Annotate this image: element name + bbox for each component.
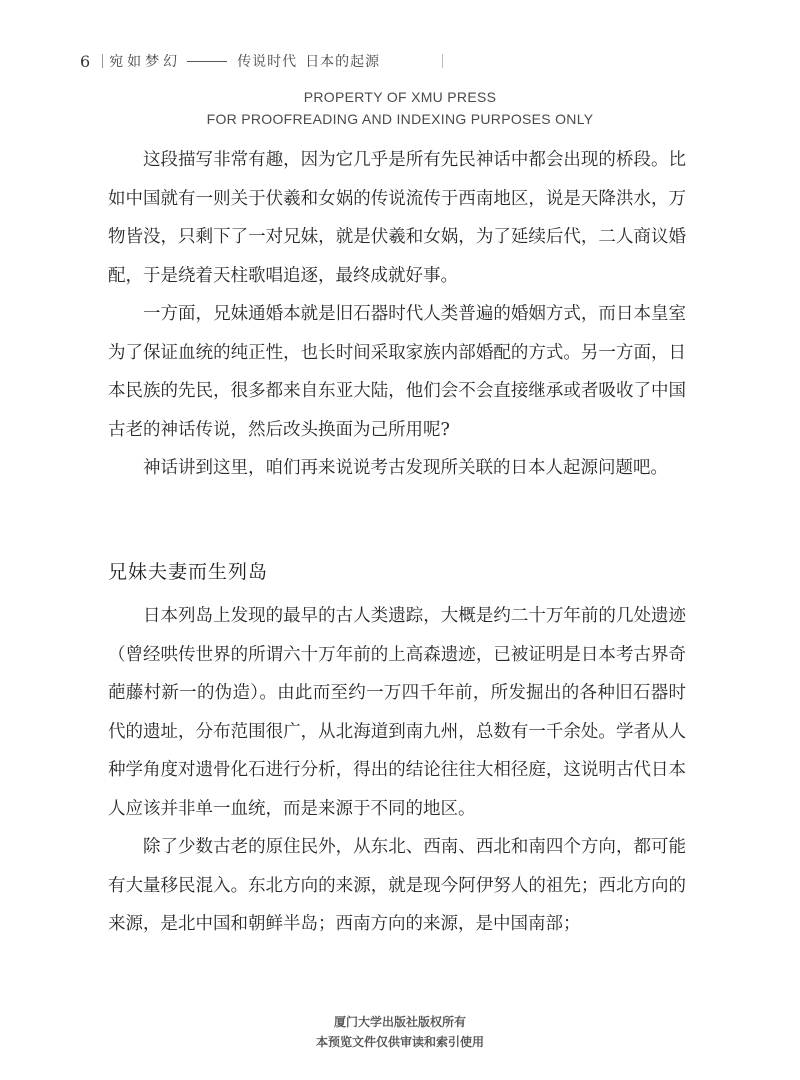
paragraph: 除了少数古老的原住民外，从东北、西南、西北和南四个方向，都可能有大量移民混入。东北方向的来源，就是现今阿伊努人的祖先；西北方向的来源，是北中国和朝鲜半岛；西南方向的来源，是中国南部； (108, 837, 686, 934)
section-heading: 兄妹夫妻而生列岛 (108, 561, 269, 583)
chapter-title (237, 51, 380, 71)
watermark-bottom-line2: 本预览文件仅供审读和索引使用 (315, 1035, 484, 1049)
header-divider (102, 54, 103, 68)
paragraph: 一方面，兄妹通婚本就是旧石器时代人类普遍的婚姻方式，而日本皇室为了保证血统的纯正性，也长时间采取家族内部婚配的方式。另一方面，日本民族的先民，很多都来自东亚大陆，他们会不会直接继承或者吸收了中国古老的神话传说，然后改头换面为己所用呢? (108, 304, 686, 440)
paragraph: 日本列岛上发现的最早的古人类遗踪，大概是约二十万年前的几处遗迹（曾经哄传世界的所谓六十万年前的上高森遗迹，已被证明是日本考古界奇葩藤村新一的伪造）。由此而至约一万四千年前，所发掘出的各种旧石器时代的遗址，分布范围很广，从北海道到南九州，总数有一千余处。学者从人种学角度对遗骨化石进行分析，得出的结论往往大相径庭，这说明古代日本人应该并非单一血统，而是来源于不同的地区。 (108, 606, 686, 819)
book-title: 宛如梦幻 (109, 54, 182, 70)
page-number: 6 (80, 51, 91, 71)
chapter-title-part2: 日本的起源 (305, 54, 381, 70)
chapter-title-part1: 传说时代 (237, 54, 298, 70)
header-right-divider (442, 54, 443, 68)
running-header (80, 50, 380, 72)
watermark-top (0, 86, 800, 130)
watermark-bottom (0, 1012, 800, 1052)
watermark-bottom-line1: 厦门大学出版社版权所有 (333, 1015, 466, 1029)
watermark-top-line2: FOR PROOFREADING AND INDEXING PURPOSES ONLY (206, 111, 594, 127)
header-dash (187, 61, 227, 62)
paragraph: 这段描写非常有趣，因为它几乎是所有先民神话中都会出现的桥段。比如中国就有一则关于伏羲和女娲的传说流传于西南地区，说是天降洪水，万物皆没，只剩下了一对兄妹，就是伏羲和女娲，为了延续后代，二人商议婚配，于是绕着天柱歌唱追逐，最终成就好事。 (108, 150, 686, 286)
paragraph: 神话讲到这里，咱们再来说说考古发现所关联的日本人起源问题吧。 (143, 458, 668, 478)
watermark-top-line1: PROPERTY OF XMU PRESS (303, 89, 497, 105)
body-text-before-heading (108, 141, 686, 488)
body-text-after-heading (108, 597, 686, 944)
